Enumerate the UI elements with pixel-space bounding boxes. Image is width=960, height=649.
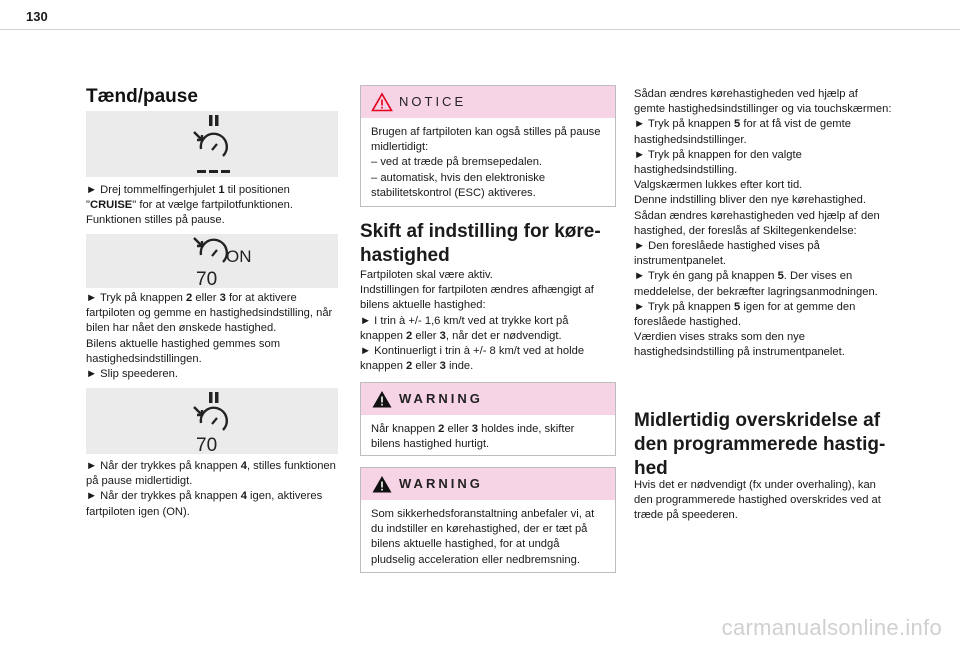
- warning-text-2: Som sikkerhedsforanstaltning anbefaler vi, at du indstiller en kørehastighed, der er tæt på bilens aktuelle hastighed, for at undgå pludselig acceleration eller nedbremsning.: [371, 508, 595, 566]
- warning-box-2: [360, 467, 616, 573]
- paragraph-activate-cruise: ► Tryk på knappen 2 eller 3 for at aktivere fartpiloten og gemme en hastighedsindstilling, når bilen har nået den ønskede hastighed. Bilens aktuelle hastighed gemmes som hastighedsindstillingen. ► Slip speederen.: [86, 292, 333, 381]
- notice-box: [360, 85, 616, 207]
- watermark: carmanualsonline.info: [721, 615, 942, 640]
- paragraph-pause-button: ► Når der trykkes på knappen 4, stilles funktionen på pause midlertidigt. ► Når der trykkes på knappen 4 igen, aktiveres fartpiloten igen (ON).: [86, 460, 336, 518]
- warning-triangle-icon: [371, 474, 393, 494]
- paragraph-select-cruise: ► Drej tommelfingerhjulet 1 til positionen "CRUISE" for at vælge fartpilotfunktionen. Funktionen stilles på pause.: [86, 184, 293, 227]
- warning-triangle-icon: [371, 92, 393, 112]
- svg-text:70: 70: [196, 269, 218, 288]
- section-title-on-pause: Tænd/pause: [86, 86, 198, 107]
- warning-label-2: WARNING: [399, 476, 483, 491]
- paragraph-change-speed: Fartpiloten skal være aktiv. Indstillingen for fartpiloten ændres afhængigt af bilens aktuelle hastighed: ► I trin à +/- 1,6 km/t ved at trykke kort på knappen 2 eller 3, når det er nødvendigt. ► Kontinuerligt i trin à +/- 8 km/t ved at holde knappen 2 eller 3 inde.: [360, 269, 594, 373]
- svg-text:70: 70: [196, 435, 218, 454]
- notice-header: [361, 86, 615, 118]
- warning-triangle-icon: [371, 389, 393, 409]
- figure-cruise-paused: [86, 388, 338, 454]
- warning-text-1: Når knappen 2 eller 3 holdes inde, skifter bilens hastighed hurtigt.: [371, 423, 575, 451]
- svg-text:ON: ON: [226, 247, 252, 266]
- warning-box-1: [360, 382, 616, 456]
- section-title-temporary-exceed: Midlertidig overskridelse af den programmerede hastig- hed: [634, 410, 886, 479]
- figure-cruise-pause: [86, 111, 338, 177]
- cruise-control-on-icon: [86, 234, 338, 288]
- paragraph-temporary-exceed: Hvis det er nødvendigt (fx under overhaling), kan den programmerede hastighed overskrides ved at træde på speederen.: [634, 479, 881, 522]
- warning-header-1: [361, 383, 615, 415]
- warning-header-2: [361, 468, 615, 500]
- page-number: 130: [26, 9, 48, 24]
- figure-cruise-on: [86, 234, 338, 288]
- notice-text: Brugen af fartpiloten kan også stilles på pause midlertidigt: – ved at træde på bremsepedalen. – automatisk, hvis den elektroniske stabilitetskontrol (ESC) aktiveres.: [371, 126, 601, 199]
- notice-label: NOTICE: [399, 94, 467, 109]
- paragraph-touchscreen-speeds: Sådan ændres kørehastigheden ved hjælp af gemte hastighedsindstillinger og via touchskærmen: ► Tryk på knappen 5 for at få vist de gemte hastighedsindstillinger. ► Tryk på knappen for den valgte hastighedsindstilling. Valgskærmen lukkes efter kort tid. Denne indstilling bliver den nye kørehastighed. Sådan ændres kørehastigheden ved hjælp af den hastighed, der foreslås af Skiltegenkendelse: ► Den foreslåede hastighed vises på instrumentpanelet. ► Tryk én gang på knappen 5. Der vises en meddelelse, der bekræfter lagringsanmodningen. ► Tryk på knappen 5 igen for at gemme den foreslåede hastighed. Værdien vises straks som den nye hastighedsindstilling på instrumentpanelet.: [634, 88, 892, 359]
- cruise-control-pause-icon: [86, 111, 338, 177]
- header-rule: [0, 29, 960, 30]
- section-title-change-speed: Skift af indstilling for køre- hastighed: [360, 221, 601, 266]
- cruise-control-paused-icon: [86, 388, 338, 454]
- warning-label-1: WARNING: [399, 391, 483, 406]
